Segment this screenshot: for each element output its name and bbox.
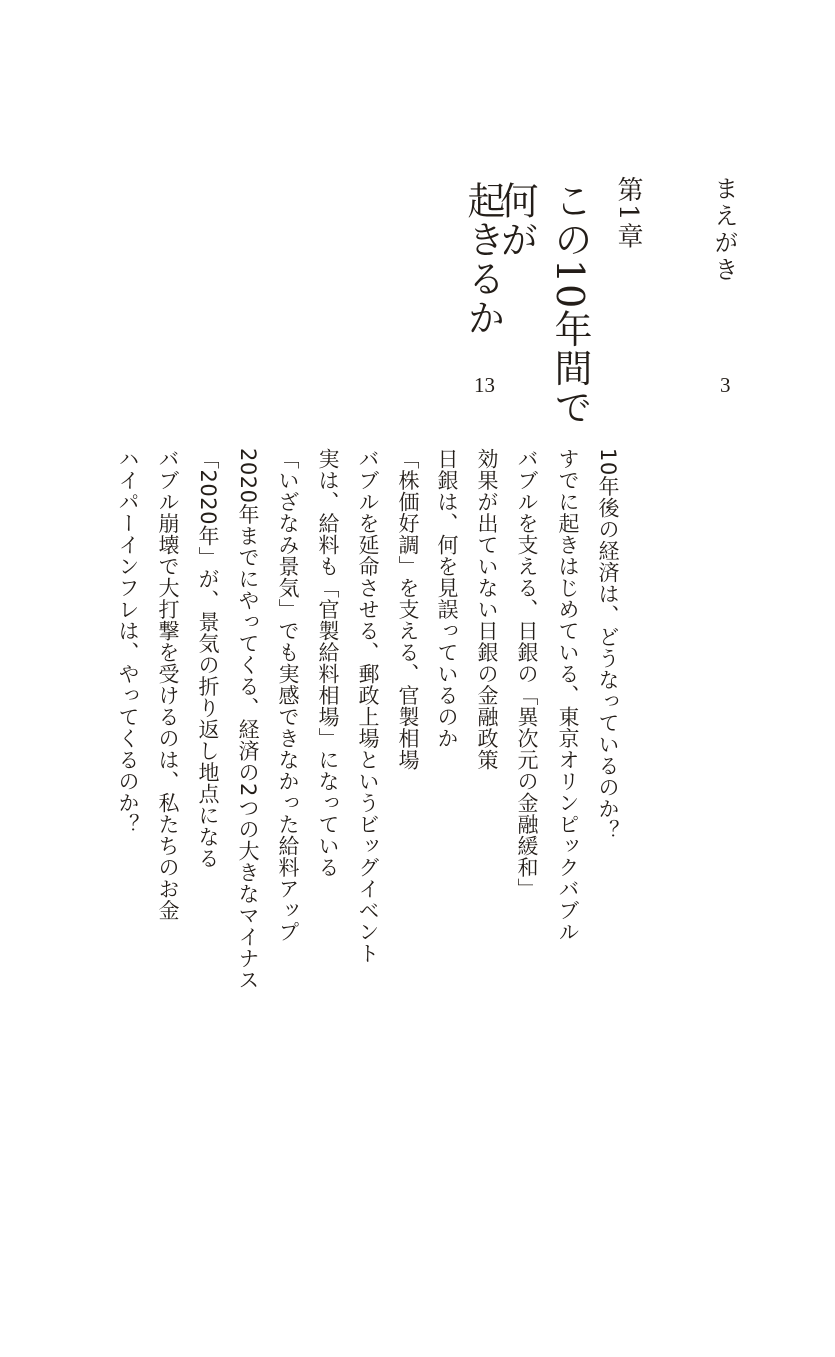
chapter-page-number: 13	[474, 373, 495, 397]
section-heading[interactable]: 日銀は、何を見誤っているのか	[435, 448, 459, 749]
section-heading[interactable]: バブルを延命させる、郵政上場というビッグイベント	[356, 448, 380, 964]
preface-title[interactable]: まえがき	[710, 176, 738, 284]
section-heading[interactable]: バブル崩壊で大打撃を受けるのは、私たちのお金	[156, 448, 180, 921]
section-heading[interactable]: 「株価好調」を支える、官製相場	[396, 448, 420, 771]
section-heading[interactable]: 効果が出ていない日銀の金融政策	[475, 448, 499, 771]
section-heading[interactable]: 10年後の経済は、どうなっているのか？	[596, 448, 620, 842]
chapter-title-line-1[interactable]: この10年間で	[548, 181, 592, 427]
chapter-number-label: 第1章	[613, 176, 643, 251]
section-heading[interactable]: 「いざなみ景気」でも実感できなかった給料アップ	[276, 448, 300, 943]
section-heading[interactable]: すでに起きはじめている、東京オリンピックバブル	[556, 448, 580, 943]
section-heading[interactable]: 実は、給料も「官製給料相場」になっている	[316, 448, 340, 878]
section-heading[interactable]: バブルを支える、日銀の「異次元の金融緩和」	[515, 448, 539, 900]
preface-page-number: 3	[720, 373, 731, 397]
section-heading[interactable]: 2020年までにやってくる、経済の2つの大きなマイナス	[236, 448, 260, 991]
chapter-title-line-2[interactable]: 何が	[494, 181, 538, 259]
section-heading[interactable]: ハイパーインフレは、やってくるのか？	[116, 448, 140, 835]
chapter-title-line-3[interactable]: 起きるか	[461, 181, 505, 337]
section-heading[interactable]: 「2020年」が、景気の折り返し地点になる	[196, 448, 220, 869]
